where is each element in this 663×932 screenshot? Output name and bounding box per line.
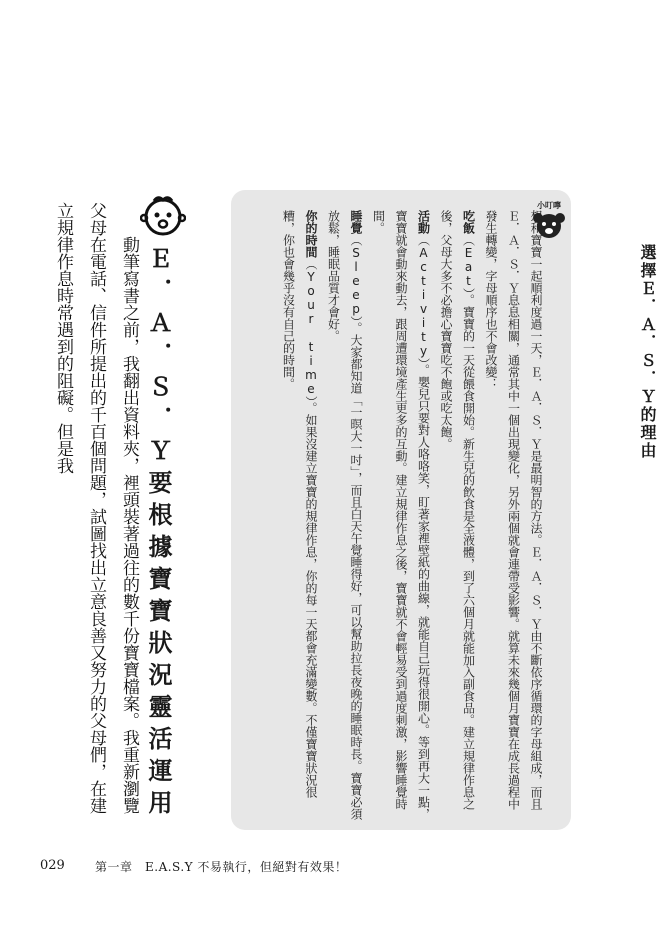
- page-number: 029: [40, 858, 65, 873]
- tip-term-activity: 活動: [416, 210, 431, 234]
- tip-term-your-time: 你的時間: [304, 210, 318, 258]
- tip-term-eat: 吃飯: [461, 210, 476, 234]
- tip-paragraph-sleep: 睡覺（Sleep）。大家都知道「一暝大一吋」，而且白天午覺睡得好，可以幫助拉長夜晚的睡眠時長。寶寶必須放鬆，睡眠品質才會好。: [326, 210, 363, 820]
- chapter-footer: 第一章 E.A.S.Y 不易執行，但絕對有效果！: [95, 860, 348, 874]
- tip-paragraph-eat: 吃飯（Eat）。寶寶的一天從餵食開始。新生兒的飲食是全液體，到了六個月就能加入副食品。建立規律作息之後，父母大多不必擔心寶寶吃不飽或吃太飽。: [439, 210, 476, 810]
- tip-body: [217, 210, 547, 820]
- tip-paragraph-intro: 想和寶寶一起順利度過一天，Ｅ．Ａ．Ｓ．Ｙ是最明智的方法。Ｅ．Ａ．Ｓ．Ｙ由不斷依序循環的字母組成，而且Ｅ．Ａ．Ｓ．Ｙ息息相關，通常其中一個出現變化，另外兩個就會連帶受影響。就算未來幾個月寶寶在成長過程中發生轉變，字母順序也不會改變：: [484, 210, 543, 810]
- tip-paragraph-your-time: 你的時間（Your time）。如果沒建立寶寶的規律作息，你的每一天都會充滿變數。不僅寶寶狀況很糟，你也會幾乎沒有自己的時間。: [281, 210, 318, 798]
- body-text: [40, 202, 145, 830]
- tip-term-sleep: 睡覺: [349, 210, 363, 234]
- section-heading: Ｅ．Ａ．Ｓ．Ｙ要根據寶寶狀況靈活運用: [144, 246, 172, 822]
- body-paragraph: 動筆寫書之前，我翻出資料夾，裡頭裝著過往的數千份寶寶檔案。我重新瀏覽父母在電話、信件所提出的千百個問題，試圖找出立意良善又努力的父母們，在建立規律作息時常遇到的阻礙。但是我: [53, 202, 139, 814]
- tip-badge: 小叮嚀: [537, 201, 561, 210]
- tip-paragraph-activity: 活動（Activity）。嬰兒只要對人咯咯笑，盯著家裡壁紙的曲線，就能自己玩得很開心。等到再大一點，寶寶就會動來動去，跟周遭環境產生更多的互動。建立規律作息之後，寶寶就不會輕易受到過度刺激，影響睡覺時間。: [371, 210, 431, 820]
- baby-face-icon: [140, 192, 186, 238]
- tip-title: 選擇Ｅ．Ａ．Ｓ．Ｙ的理由: [638, 244, 657, 460]
